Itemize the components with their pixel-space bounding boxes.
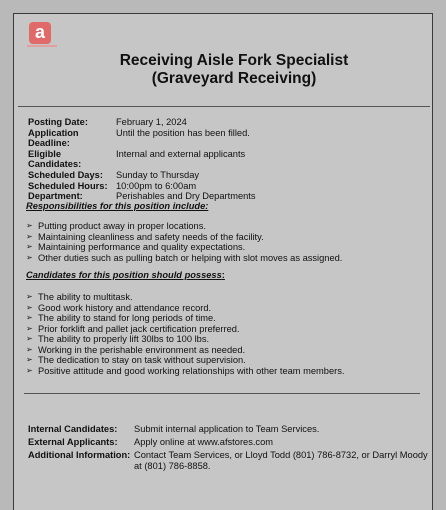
divider-top [18, 106, 430, 107]
list-item: ➢ Maintaining performance and quality expectations. [26, 242, 246, 252]
arrow-bullet-icon: ➢ [26, 252, 33, 262]
title-line-2: (Graveyard Receiving) [151, 70, 317, 87]
detail-row [28, 117, 256, 128]
job-posting-page [13, 13, 433, 510]
arrow-bullet-icon: ➢ [26, 355, 33, 364]
detail-value: Perishables and Dry Departments [116, 191, 256, 202]
detail-row [28, 181, 256, 192]
page-title [84, 52, 384, 88]
list-item: ➢ The ability to properly lift 30lbs to 100 lbs. [26, 334, 210, 344]
arrow-bullet-icon: ➢ [26, 292, 33, 301]
list-item: ➢ The ability to multitask. [26, 292, 133, 302]
detail-value: Until the position has been filled. [116, 127, 250, 138]
info-label: Internal Candidates: [28, 424, 118, 434]
info-row [28, 424, 428, 435]
detail-value: February 1, 2024 [116, 117, 187, 127]
info-label: Additional Information: [28, 450, 131, 460]
list-item: ➢ The ability to stand for long periods of time. [26, 313, 216, 323]
detail-label: Department: [28, 191, 83, 202]
info-row [28, 437, 428, 448]
info-label: External Applicants: [28, 437, 118, 447]
arrow-bullet-icon: ➢ [26, 365, 33, 375]
responsibilities-heading: Responsibilities for this position include: [26, 201, 209, 211]
list-item: ➢ Working in the perishable environment as needed. [26, 344, 246, 355]
detail-value: Sunday to Thursday [116, 169, 200, 180]
arrow-bullet-icon: ➢ [26, 231, 33, 241]
application-info [28, 424, 428, 474]
logo-underline [27, 45, 57, 47]
detail-label: Application Deadline: [28, 127, 79, 149]
divider-bottom [24, 393, 420, 394]
list-item: ➢ Putting product away in proper locations. [26, 221, 206, 231]
responsibilities-list [26, 221, 342, 263]
detail-label: Scheduled Days: [28, 169, 103, 180]
arrow-bullet-icon: ➢ [26, 313, 33, 322]
list-item: ➢ Good work history and attendance record. [26, 302, 212, 313]
info-row [28, 450, 428, 472]
detail-row [28, 128, 256, 149]
title-line-1: Receiving Aisle Fork Specialist [119, 52, 349, 69]
candidates-heading: Candidates for this position should possess: [26, 270, 225, 280]
posting-details [28, 117, 256, 202]
detail-value: Internal and external applicants [116, 148, 246, 159]
arrow-bullet-icon: ➢ [26, 334, 33, 343]
detail-label: Posting Date: [28, 117, 88, 127]
arrow-bullet-icon: ➢ [26, 242, 33, 251]
arrow-bullet-icon: ➢ [26, 344, 33, 354]
info-value: Submit internal application to Team Services. [134, 424, 320, 434]
candidates-list [26, 292, 344, 376]
arrow-bullet-icon: ➢ [26, 221, 33, 230]
list-item: ➢ Prior forklift and pallet jack certification preferred. [26, 323, 240, 334]
detail-row [28, 149, 256, 170]
detail-label: Scheduled Hours: [28, 180, 108, 191]
detail-label: Eligible Candidates: [28, 148, 82, 170]
detail-value: 10:00pm to 6:00am [116, 180, 197, 191]
arrow-bullet-icon: ➢ [26, 323, 33, 333]
list-item: ➢ Positive attitude and good working relationships with other team members. [26, 365, 345, 376]
list-item: ➢ Other duties such as pulling batch or helping with slot moves as assigned. [26, 252, 343, 263]
arrow-bullet-icon: ➢ [26, 302, 33, 312]
list-item: ➢ The dedication to stay on task without supervision. [26, 355, 246, 365]
detail-row [28, 170, 256, 181]
info-value: Apply online at www.afstores.com [134, 437, 273, 447]
info-value: Contact Team Services, or Lloyd Todd (801) 786-8732, or Darryl Moody at (801) 786-8858. [134, 450, 428, 471]
company-logo-icon: a [29, 22, 51, 44]
list-item: ➢ Maintaining cleanliness and safety needs of the facility. [26, 231, 264, 242]
